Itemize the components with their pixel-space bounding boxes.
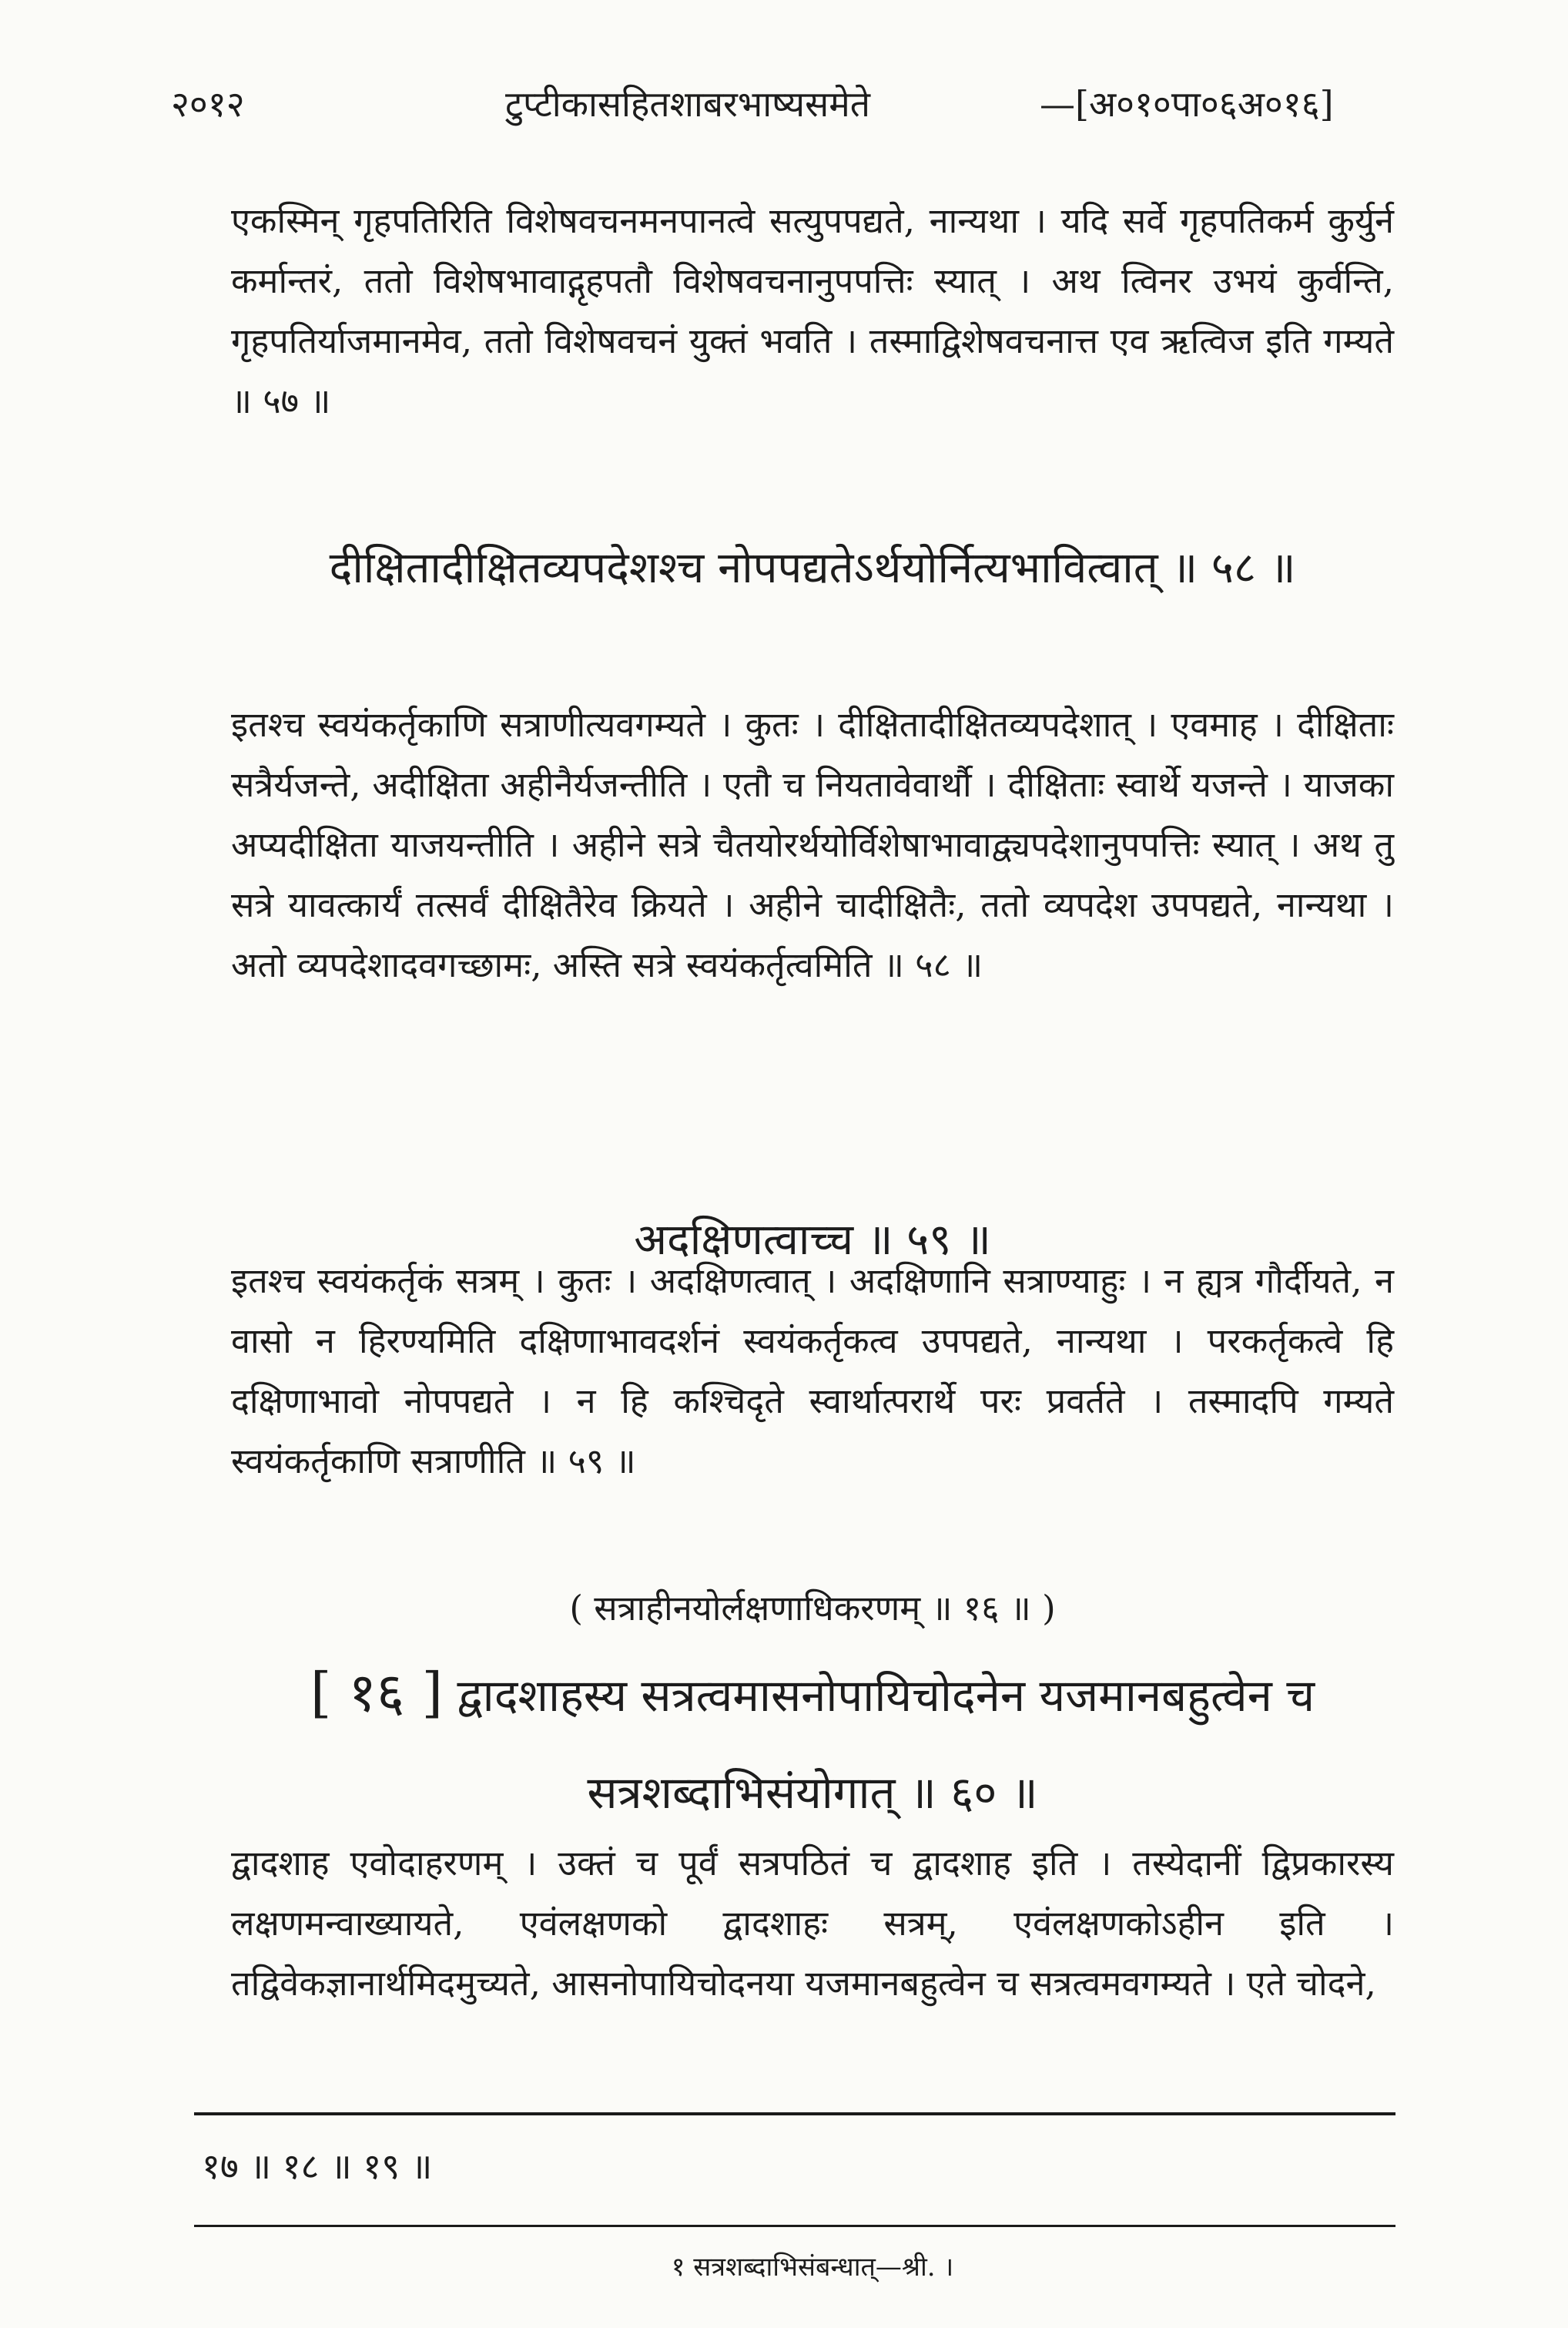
sutra-60-text: द्वादशाहस्य सत्रत्वमासनोपायिचोदनेन यजमानबहुत्वेन च सत्रशब्दाभिसंयोगात् ॥ ६० ॥ <box>457 1669 1315 1819</box>
footnote-references: १७ ॥ १८ ॥ १९ ॥ <box>202 2145 433 2187</box>
sutra-60 <box>231 1644 1394 1841</box>
commentary-paragraph-57: एकस्मिन् गृहपतिरिति विशेषवचनमनपानत्वे सत्युपपद्यते, नान्यथा । यदि सर्वे गृहपतिकर्म कुर्युर्न कर्मान्तरं, ततो विशेषभावाद्गृहपतौ विशेषवचनानुपपत्तिः स्यात् । अथ त्विनर उभयं कुर्वन्ति, गृहपतिर्याजमानमेव, ततो विशेषवचनं युक्तं भवति । तस्माद्विशेषवचनात्त एव ऋत्विज इति गम्यते ॥ ५७ ॥ <box>231 200 1394 421</box>
adhikarana-end: ( सत्राहीनयोर्लक्षणाधिकरणम् ॥ १६ ॥ ) <box>569 1588 1056 1629</box>
commentary-paragraph-58: इतश्च स्वयंकर्तृकाणि सत्राणीत्यवगम्यते । कुतः । दीक्षितादीक्षितव्यपदेशात् । एवमाह । दीक्षिताः सत्रैर्यजन्ते, अदीक्षिता अहीनैर्यजन्तीति । एतौ च नियतावेवार्थौ । दीक्षिताः स्वार्थे यजन्ते । याजका अप्यदीक्षिता याजयन्तीति । अहीने सत्रे चैतयोरर्थयोर्विशेषाभावाद्व्यपदेशानुपपत्तिः स्यात् । अथ तु सत्रे यावत्कार्यं तत्सर्वं दीक्षितैरेव क्रियते । अहीने चादीक्षितैः, ततो व्यपदेश उपपद्यते, नान्यथा । अतो व्यपदेशादवगच्छामः, अस्ति सत्रे स्वयंकर्तृत्वमिति ॥ ५८ ॥ <box>231 704 1394 985</box>
adhikarana-number: [ १६ ] <box>310 1661 443 1724</box>
footnote: १ सत्रशब्दाभिसंबन्धात्—श्री. । <box>671 2252 954 2283</box>
commentary-paragraph-59: इतश्च स्वयंकर्तृकं सत्रम् । कुतः । अदक्षिणत्वात् । अदक्षिणानि सत्राण्याहुः । न ह्यत्र गौर्दीयते, न वासो न हिरण्यमिति दक्षिणाभावदर्शनं स्वयंकर्तृकत्व उपपद्यते, नान्यथा । परकर्तृकत्वे हि दक्षिणाभावो नोपपद्यते । न हि कश्चिदृते स्वार्थात्परार्थे परः प्रवर्तते । तस्मादपि गम्यते स्वयंकर्तृकाणि सत्राणीति ॥ ५९ ॥ <box>231 1260 1394 1481</box>
page-number: २०१२ <box>171 83 245 125</box>
sutra-59: अदक्षिणत्वाच्च ॥ ५९ ॥ <box>634 1215 991 1265</box>
running-title: टुप्टीकासहितशाबरभाष्यसमेते <box>505 83 870 125</box>
separator-line-upper <box>194 2112 1395 2115</box>
section-reference: —[अ०१०पा०६अ०१६] <box>1040 83 1334 125</box>
sutra-58: दीक्षितादीक्षितव्यपदेशश्च नोपपद्यतेऽर्थयोर्नित्यभावित्वात् ॥ ५८ ॥ <box>329 543 1296 593</box>
commentary-paragraph-60: द्वादशाह एवोदाहरणम् । उक्तं च पूर्वं सत्रपठितं च द्वादशाह इति । तस्येदानीं द्विप्रकारस्य लक्षणमन्वाख्यायते, एवंलक्षणको द्वादशाहः सत्रम्, एवंलक्षणकोऽहीन इति । तद्विवेकज्ञानार्थमिदमुच्यते, आसनोपायिचोदनया यजमानबहुत्वेन च सत्रत्वमवगम्यते । एते चोदने, <box>231 1843 1394 2004</box>
separator-line-lower <box>194 2225 1395 2227</box>
